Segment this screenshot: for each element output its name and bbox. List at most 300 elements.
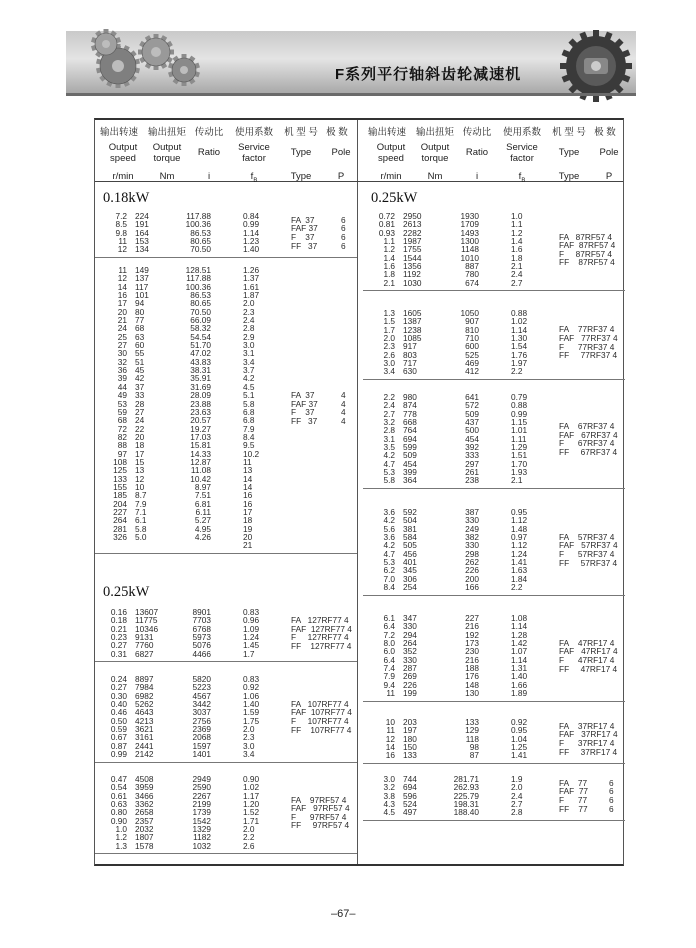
ratio-col-cell: 100.36 [185, 281, 211, 292]
torque-col-cell: 133 [403, 750, 417, 761]
type-code: FF 37RF17 4 [559, 746, 618, 757]
speed-col-cell: 0.93 [378, 227, 395, 238]
speed-col-cell: 7.4 [383, 663, 395, 674]
torque-col-cell: 150 [403, 742, 417, 753]
torque-col-cell: 454 [403, 458, 417, 469]
ratio-col-cell: 38.31 [190, 365, 211, 376]
ratio-col-cell: 1032 [192, 840, 211, 851]
ratio-col-cell: 238 [465, 475, 479, 486]
type-code: FF 37 [291, 240, 318, 251]
service-factor-col-cell: 1.89 [511, 688, 528, 699]
service-factor-col [511, 212, 541, 287]
group-divider [363, 290, 625, 291]
service-factor-col-cell: 2.4 [243, 315, 255, 326]
speed-col-cell: 0.16 [110, 607, 127, 617]
torque-col-cell: 2613 [403, 219, 422, 230]
col-header-torque-en2: torque [153, 153, 181, 164]
service-factor-col-cell: 9.5 [243, 440, 255, 451]
torque-col-cell: 764 [403, 425, 417, 436]
type-code: FAF 37 [291, 398, 318, 409]
type-code: FA 47RF17 4 [559, 637, 615, 648]
ratio-col-cell: 200 [465, 573, 479, 584]
ratio-col-cell: 382 [465, 532, 479, 543]
ratio-col-cell: 98 [469, 742, 479, 753]
ratio-col-cell: 2199 [192, 799, 211, 810]
header-divider [66, 93, 636, 96]
ratio-col [441, 614, 479, 697]
service-factor-col-cell: 1.1 [511, 219, 523, 230]
torque-col-cell: 11775 [135, 615, 158, 626]
service-factor-col-cell: 0.88 [511, 308, 528, 318]
type-label [559, 533, 618, 567]
torque-col-cell: 509 [403, 450, 417, 461]
speed-col-cell: 2.7 [383, 408, 395, 419]
ratio-col-cell: 58.32 [190, 323, 211, 334]
ratio-col [173, 775, 211, 850]
ratio-col-cell: 412 [465, 366, 479, 377]
service-factor-col-cell: 1.40 [243, 244, 260, 255]
torque-col-cell: 203 [403, 717, 417, 727]
col-header-torque-en2: torque [421, 153, 449, 164]
col-header-ratio-unit: i [475, 171, 479, 182]
ratio-col-cell: 188 [465, 663, 479, 674]
service-factor-col-cell: 1.41 [511, 750, 528, 761]
service-factor-col-cell: 1.52 [243, 807, 260, 818]
service-factor-col-cell: 20 [243, 532, 253, 542]
speed-col-cell: 0.21 [110, 623, 127, 634]
torque-col-cell: 1755 [403, 244, 422, 255]
col-header-ratio-en: Ratio [197, 147, 221, 158]
service-factor-col-cell: 2.6 [243, 840, 255, 851]
torque-col [403, 212, 439, 287]
ratio-col-cell: 192 [465, 629, 479, 640]
service-factor-col-cell: 1.30 [511, 333, 528, 344]
torque-col [135, 608, 171, 658]
speed-col-cell: 16 [117, 290, 127, 301]
torque-col-cell: 224 [135, 211, 149, 221]
group-divider [95, 661, 357, 662]
speed-col-cell: 6.2 [383, 565, 395, 576]
speed-col-cell: 6.0 [383, 646, 395, 657]
service-factor-col-cell: 6.8 [243, 415, 255, 426]
type-code: FF 37 [291, 415, 318, 426]
speed-col-cell: 36 [117, 365, 127, 376]
service-factor-col-cell: 1.42 [511, 638, 528, 649]
type-code: FF 57RF37 4 [559, 557, 618, 568]
speed-col-cell: 14 [385, 742, 395, 753]
ratio-col-cell: 130 [465, 688, 479, 699]
ratio-col-cell: 710 [465, 333, 479, 344]
ratio-col-cell: 1401 [192, 749, 211, 760]
col-header-ratio-unit: i [207, 171, 211, 182]
pole-value: 6 [609, 786, 614, 797]
speed-col-cell: 7.9 [383, 671, 395, 682]
type-code: F 77RF37 4 [559, 341, 615, 352]
service-factor-col-cell: 1.01 [511, 425, 528, 436]
speed-col-cell: 326 [113, 532, 127, 542]
speed-col-cell: 4.2 [383, 515, 395, 526]
service-factor-col-cell: 1.7 [243, 648, 255, 659]
service-factor-col-cell: 1.31 [511, 663, 528, 674]
ratio-col-cell: 216 [465, 654, 479, 665]
type-code: FA 57RF37 4 [559, 531, 615, 542]
torque-col [403, 393, 439, 485]
page-title: F系列平行轴斜齿轮减速机 [335, 66, 522, 83]
torque-col-cell: 77 [135, 315, 145, 326]
ratio-col-cell: 12.87 [190, 456, 211, 467]
type-code: FA 107RF77 4 [291, 698, 349, 709]
torque-col-cell: 13 [135, 465, 145, 476]
type-code: FF 127RF77 4 [291, 640, 352, 651]
type-label [291, 391, 318, 425]
ratio-col-cell: 118 [465, 733, 479, 744]
ratio-col-cell: 4.26 [194, 532, 211, 542]
torque-col-cell: 497 [403, 807, 417, 818]
speed-col-cell: 12 [385, 733, 395, 744]
speed-col-cell: 2.0 [383, 333, 395, 344]
service-factor-col [511, 393, 541, 485]
ratio-col-cell: 17.03 [190, 431, 211, 442]
torque-col-cell: 668 [403, 417, 417, 428]
center-divider [357, 120, 358, 864]
speed-col-cell: 4.5 [383, 807, 395, 818]
ratio-col-cell: 500 [465, 425, 479, 436]
service-factor-col-cell: 2.0 [243, 298, 255, 309]
ratio-col-cell: 1709 [460, 219, 479, 230]
speed-col-cell: 0.27 [110, 640, 127, 651]
spec-table [94, 118, 624, 866]
speed-col-cell: 12 [117, 273, 127, 284]
speed-col-cell: 8.5 [115, 219, 127, 230]
ratio-col-cell: 7.51 [194, 490, 211, 501]
col-header-torque-cn: 输出扭矩 [147, 127, 186, 138]
speed-col-cell: 11 [386, 725, 395, 736]
torque-col-cell: 294 [403, 629, 417, 640]
torque-col-cell: 37 [135, 381, 145, 392]
type-code: FA 37 [291, 214, 315, 225]
service-factor-col [243, 608, 273, 658]
ratio-col-cell: 600 [465, 341, 479, 352]
type-code: FAF 37 [291, 223, 318, 234]
group-divider [95, 762, 357, 763]
ratio-col-cell: 262 [465, 557, 479, 568]
torque-col-cell: 347 [403, 613, 417, 623]
speed-col-cell: 2.1 [383, 277, 395, 288]
speed-col-cell: 185 [113, 490, 127, 501]
speed-col-cell: 7.2 [383, 629, 395, 640]
speed-col-cell: 44 [117, 381, 127, 392]
type-code: FF 77RF37 4 [559, 350, 618, 361]
service-factor-col [511, 614, 541, 697]
service-factor-col-cell: 1.14 [511, 324, 528, 335]
spec-group [363, 393, 625, 485]
service-factor-col-cell: 1.45 [243, 640, 260, 651]
speed-col [99, 266, 127, 541]
group-divider [363, 595, 625, 596]
pole-label [341, 391, 346, 425]
torque-col-cell: 6982 [135, 690, 154, 701]
service-factor-col-cell: 1.66 [511, 679, 528, 690]
group-divider [95, 553, 357, 554]
service-factor-col-cell: 1.70 [511, 458, 528, 469]
ratio-col-cell: 509 [465, 408, 479, 419]
ratio-col-cell: 780 [465, 269, 479, 280]
ratio-col-cell: 5.27 [194, 515, 211, 526]
service-factor-col-cell: 1.04 [511, 733, 528, 744]
torque-col-cell: 254 [403, 582, 417, 593]
service-factor-col-cell: 16 [243, 498, 253, 509]
service-factor-col-cell: 17 [243, 506, 253, 517]
ratio-col-cell: 810 [465, 324, 479, 335]
speed-col-cell: 1.3 [383, 308, 395, 318]
service-factor-col-cell: 1.8 [511, 252, 523, 263]
torque-col-cell: 2032 [135, 824, 154, 835]
torque-col-cell: 7.9 [135, 498, 147, 509]
torque-col-cell: 27 [135, 406, 145, 417]
torque-col-cell: 505 [403, 540, 417, 551]
service-factor-col-cell: 1.17 [243, 790, 260, 801]
service-factor-col-cell: 1.09 [243, 623, 260, 634]
speed-col-cell: 0.23 [110, 632, 127, 643]
service-factor-col-cell: 1.11 [511, 433, 527, 444]
torque-col-cell: 33 [135, 390, 145, 401]
ratio-col-cell: 11.08 [190, 465, 211, 476]
ratio-col-cell: 5076 [192, 640, 211, 651]
service-factor-col-cell: 1.24 [243, 632, 260, 643]
type-code: F 37 [291, 407, 315, 418]
spec-group [363, 212, 625, 287]
service-factor-col-cell: 6.8 [243, 406, 255, 417]
type-code: FAF 57RF37 4 [559, 540, 618, 551]
pole-value: 6 [341, 240, 346, 251]
service-factor-col-cell: 1.06 [243, 690, 260, 701]
col-header-sf-en1: Service [506, 142, 538, 153]
service-factor-col-cell: 1.24 [511, 548, 528, 559]
spec-group [95, 775, 357, 850]
ratio-col-cell: 525 [465, 349, 479, 360]
torque-col-cell: 94 [135, 298, 145, 309]
ratio-col-cell: 281.71 [453, 774, 479, 784]
ratio-col-cell: 225.79 [453, 790, 479, 801]
torque-col [135, 212, 171, 254]
ratio-col-cell: 7703 [192, 615, 211, 626]
type-code: FAF 37RF17 4 [559, 729, 618, 740]
type-label [559, 639, 618, 673]
type-code: FF 47RF17 4 [559, 663, 618, 674]
torque-col-cell: 55 [135, 348, 145, 359]
type-code: FAF 77RF37 4 [559, 332, 618, 343]
pole-label [609, 779, 614, 813]
ratio-col-cell: 2949 [192, 774, 211, 784]
speed-col-cell: 281 [113, 523, 127, 534]
ratio-col-cell: 2590 [192, 782, 211, 793]
torque-col [403, 718, 439, 760]
speed-col-cell: 17 [117, 298, 127, 309]
torque-col-cell: 149 [135, 265, 149, 275]
service-factor-col-cell: 2.7 [511, 799, 523, 810]
service-factor-col-cell: 1.14 [243, 227, 260, 238]
torque-col-cell: 1085 [403, 333, 422, 344]
ratio-col-cell: 23.63 [190, 406, 211, 417]
service-factor-col-cell: 1.02 [243, 782, 260, 793]
spec-group [363, 718, 625, 760]
spec-group [95, 608, 357, 658]
speed-col-cell: 0.30 [110, 690, 127, 701]
pole-value: 6 [609, 803, 614, 814]
ratio-col [173, 212, 211, 254]
col-header-speed-cn: 输出转速 [367, 127, 406, 138]
pole-value: 6 [341, 214, 346, 225]
speed-col-cell: 1.3 [115, 840, 127, 851]
group-divider [95, 257, 357, 258]
speed-col-cell: 6.1 [383, 613, 395, 623]
ratio-col-cell: 572 [465, 400, 479, 411]
power-section-title: 0.25kW [103, 584, 150, 600]
ratio-col-cell: 226 [465, 565, 479, 576]
speed-col-cell: 0.59 [110, 724, 127, 735]
type-code: F 67RF37 4 [559, 438, 615, 449]
ratio-col [441, 309, 479, 376]
torque-col-cell: 399 [403, 467, 417, 478]
type-code: FA 97RF57 4 [291, 794, 347, 805]
ratio-col-cell: 5223 [192, 682, 211, 693]
ratio-col [441, 393, 479, 485]
service-factor-col-cell: 19 [243, 523, 253, 534]
torque-col-cell: 3161 [135, 732, 154, 743]
torque-col-cell: 287 [403, 663, 417, 674]
ratio-col-cell: 6.81 [194, 498, 211, 509]
torque-col-cell: 117 [135, 281, 149, 292]
service-factor-col-cell: 0.79 [511, 392, 528, 402]
type-label [559, 325, 618, 359]
speed-col-cell: 5.8 [383, 475, 395, 486]
ratio-col-cell: 86.53 [190, 227, 211, 238]
torque-col-cell: 345 [403, 565, 417, 576]
torque-col-cell: 524 [403, 799, 417, 810]
ratio-col-cell: 31.69 [190, 381, 211, 392]
speed-col-cell: 12 [117, 244, 127, 255]
service-factor-col-cell: 2.9 [243, 331, 255, 342]
col-header-type-unit: Type [290, 171, 312, 182]
type-code: FF 77 [559, 803, 588, 814]
speed-col-cell: 11 [118, 265, 127, 275]
ratio-col-cell: 80.65 [190, 236, 211, 247]
speed-col-cell: 9.8 [115, 227, 127, 238]
service-factor-col-cell: 3.7 [243, 365, 255, 376]
speed-col-cell: 0.50 [110, 715, 127, 726]
speed-col [367, 212, 395, 287]
ratio-col [441, 775, 479, 817]
speed-col-cell: 5.3 [383, 467, 395, 478]
service-factor-col-cell: 0.97 [511, 532, 528, 543]
ratio-col-cell: 297 [465, 458, 479, 469]
torque-col-cell: 504 [403, 515, 417, 526]
col-header-ratio-en: Ratio [465, 147, 489, 158]
service-factor-col-cell: 14 [243, 473, 253, 484]
col-header-torque-en1: Output [152, 142, 182, 153]
service-factor-col-cell: 1.71 [243, 815, 260, 826]
torque-col-cell: 3621 [135, 724, 154, 735]
speed-col [99, 212, 127, 254]
torque-col-cell: 13607 [135, 607, 159, 617]
speed-col [99, 675, 127, 758]
service-factor-col-cell: 5.8 [243, 398, 255, 409]
torque-col-cell: 694 [403, 782, 417, 793]
speed-col-cell: 49 [117, 390, 127, 401]
speed-col-cell: 0.80 [110, 807, 127, 818]
pole-label [341, 216, 346, 250]
type-label [291, 616, 352, 650]
type-label [559, 779, 588, 813]
ratio-col-cell: 2756 [192, 715, 211, 726]
torque-col-cell: 1544 [403, 252, 422, 263]
col-header-sf-unit: $f_B$ [250, 171, 258, 184]
group-divider [363, 820, 625, 821]
service-factor-col-cell: 4.5 [243, 381, 255, 392]
ratio-col-cell: 133 [465, 717, 479, 727]
service-factor-col-cell: 10.2 [243, 448, 260, 459]
speed-col-cell: 1.0 [115, 824, 127, 835]
ratio-col-cell: 70.50 [190, 244, 211, 255]
type-code: FAF 47RF17 4 [559, 646, 618, 657]
ratio-col-cell: 216 [465, 621, 479, 632]
service-factor-col-cell: 8.4 [243, 431, 255, 442]
col-header-speed-en1: Output [376, 142, 406, 153]
ratio-col [441, 508, 479, 591]
ratio-col-cell: 2267 [192, 790, 211, 801]
service-factor-col-cell: 1.28 [511, 629, 528, 640]
service-factor-col-cell: 2.7 [511, 277, 523, 288]
speed-col-cell: 1.1 [383, 236, 395, 247]
speed-col-cell: 0.61 [110, 790, 127, 801]
ratio-col-cell: 128.51 [185, 265, 211, 275]
torque-col-cell: 8897 [135, 674, 154, 684]
speed-col-cell: 3.6 [383, 507, 395, 517]
service-factor-col-cell: 1.2 [511, 227, 523, 238]
ratio-col-cell: 117.88 [186, 211, 211, 221]
torque-col-cell: 1030 [403, 277, 422, 288]
ratio-col-cell: 469 [465, 358, 479, 369]
torque-col-cell: 352 [403, 646, 417, 657]
service-factor-col-cell: 1.59 [243, 707, 260, 718]
type-code: F 87RF57 4 [559, 248, 613, 259]
service-factor-col-cell: 2.0 [243, 824, 255, 835]
torque-col-cell: 101 [135, 290, 149, 301]
torque-col [403, 614, 439, 697]
torque-col-cell: 4643 [135, 707, 154, 718]
group-divider [363, 488, 625, 489]
torque-col-cell: 264 [403, 638, 417, 649]
speed-col-cell: 39 [117, 373, 127, 384]
torque-col-cell: 22 [135, 423, 145, 434]
ratio-col-cell: 2068 [192, 732, 211, 743]
type-code: F 107RF77 4 [291, 715, 349, 726]
speed-col-cell: 0.40 [110, 699, 127, 710]
torque-col-cell: 5.0 [135, 532, 147, 542]
col-header-torque-en1: Output [420, 142, 450, 153]
service-factor-col-cell: 1.02 [511, 316, 528, 327]
group-divider [363, 379, 625, 380]
service-factor-col-cell: 1.6 [511, 244, 523, 255]
torque-col-cell: 4508 [135, 774, 154, 784]
service-factor-col-cell: 5.1 [243, 390, 255, 401]
speed-col-cell: 2.3 [383, 341, 395, 352]
speed-col-cell: 0.63 [110, 799, 127, 810]
col-header-sf-unit: $f_B$ [518, 171, 526, 184]
torque-col [135, 675, 171, 758]
ratio-col-cell: 173 [465, 638, 479, 649]
torque-col-cell: 10 [135, 481, 145, 492]
